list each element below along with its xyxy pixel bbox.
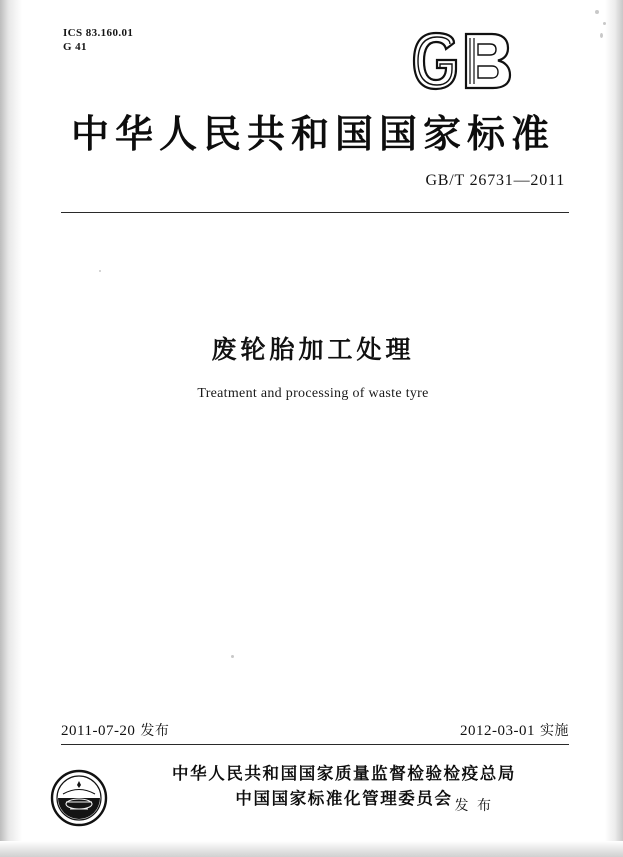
issuer-line-1: 中华人民共和国国家质量监督检验检疫总局 <box>172 764 516 783</box>
issuer-lines <box>117 761 571 811</box>
implement-date: 2012-03-01 <box>460 723 536 739</box>
issuer-publish-label: 发 布 <box>454 798 493 814</box>
page-right-edge-shadow <box>605 0 623 857</box>
scan-speck <box>603 22 606 25</box>
issuer-line-2: 中国国家标准化管理委员会 <box>235 789 453 808</box>
page-content <box>55 0 571 857</box>
scan-speck <box>595 10 599 14</box>
issue-date-label: 发布 <box>140 723 170 739</box>
standard-number: GB/T 26731—2011 <box>425 172 565 189</box>
classification-code: G 41 <box>63 41 87 53</box>
subject-title-cn: 废轮胎加工处理 <box>211 335 415 364</box>
issue-date-group <box>61 720 169 740</box>
header-divider <box>61 212 569 213</box>
implement-date-label: 实施 <box>540 723 569 739</box>
footer-divider <box>61 744 569 745</box>
national-standard-title: 中华人民共和国国家标准 <box>70 112 555 156</box>
page-left-edge-shadow <box>0 0 22 857</box>
issue-date: 2011-07-20 <box>61 723 136 739</box>
date-row <box>61 720 569 740</box>
ics-block <box>63 26 133 54</box>
ics-code: ICS 83.160.01 <box>63 27 134 39</box>
scan-speck <box>600 33 603 38</box>
subject-title-en: Treatment and processing of waste tyre <box>197 386 429 401</box>
implement-date-group <box>460 720 569 740</box>
issuer-block <box>55 759 571 829</box>
gb-logo-icon <box>410 30 520 92</box>
national-seal-icon <box>50 769 108 827</box>
